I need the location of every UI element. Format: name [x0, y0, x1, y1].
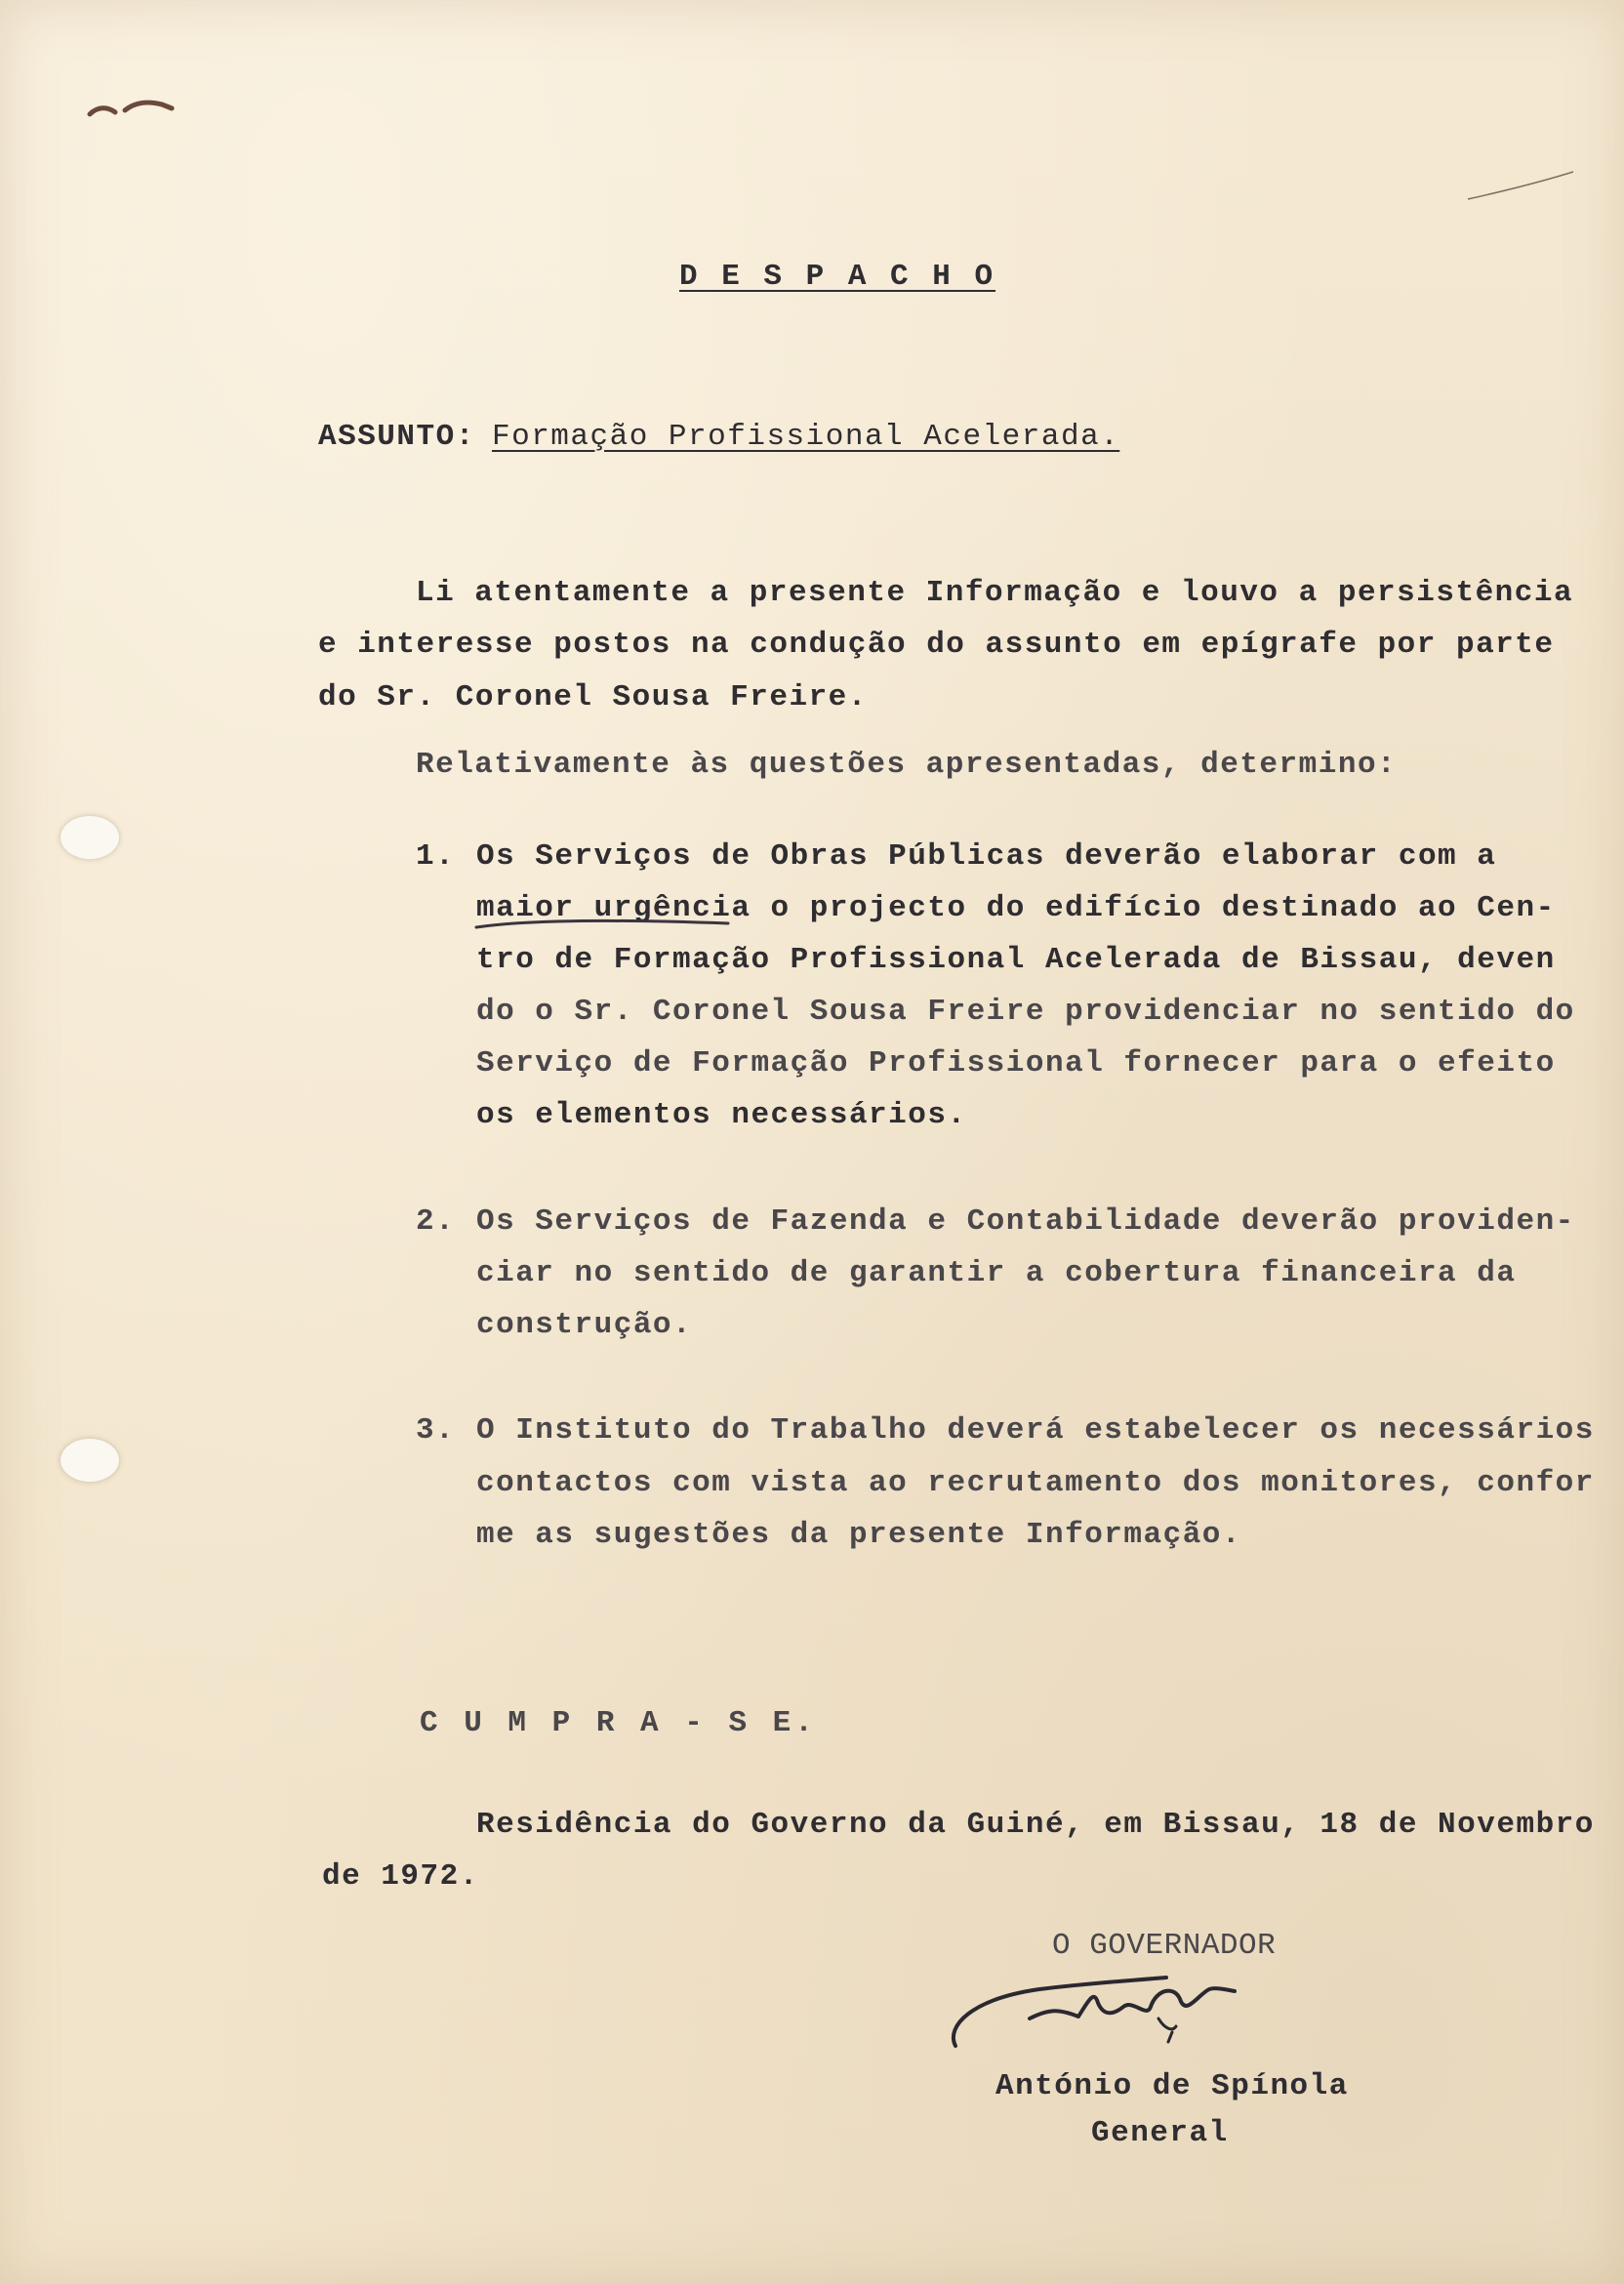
item-number: 1.	[416, 839, 456, 874]
determination-intro: Relativamente às questões apresentadas, determino:	[416, 748, 1398, 782]
item-number: 2.	[416, 1204, 456, 1239]
intro-line: Li atentamente a presente Informação e louvo a persistência	[416, 576, 1574, 610]
page-title: D E S P A C H O	[679, 260, 996, 294]
signature-role: O GOVERNADOR	[1052, 1929, 1277, 1963]
item-line: maior urgência o projecto do edifício destinado ao Cen-	[476, 891, 1556, 925]
closing-line: Residência do Governo da Guiné, em Bissau, 18 de Novembro	[476, 1808, 1595, 1842]
assunto-subject: Formação Profissional Acelerada.	[492, 420, 1120, 454]
pencil-mark	[1464, 166, 1581, 205]
handwritten-signature	[942, 1960, 1283, 2067]
item-line: Os Serviços de Fazenda e Contabilidade deverão providen-	[476, 1204, 1575, 1239]
ink-mark	[86, 93, 183, 122]
item-line: me as sugestões da presente Informação.	[476, 1518, 1242, 1552]
item-line: tro de Formação Profissional Acelerada de Bissau, deven	[476, 943, 1556, 977]
item-line: contactos com vista ao recrutamento dos monitores, confor	[476, 1466, 1595, 1500]
closing-line: de 1972.	[322, 1859, 479, 1894]
signatory-rank: General	[1091, 2116, 1229, 2150]
item-line: construção.	[476, 1308, 693, 1342]
item-line: Os Serviços de Obras Públicas deverão elaborar com a	[476, 839, 1497, 874]
item-line: Serviço de Formação Profissional fornecer para o efeito	[476, 1046, 1556, 1081]
handwritten-underline	[472, 918, 736, 933]
assunto-label: ASSUNTO:	[318, 420, 475, 454]
intro-line: do Sr. Coronel Sousa Freire.	[318, 680, 868, 714]
item-line: ciar no sentido de garantir a cobertura financeira da	[476, 1256, 1517, 1290]
punch-hole	[61, 1439, 119, 1482]
signatory-name: António de Spínola	[995, 2069, 1349, 2103]
item-number: 3.	[416, 1413, 456, 1448]
item-line: do o Sr. Coronel Sousa Freire providenciar no sentido do	[476, 995, 1575, 1029]
cumpra-se: C U M P R A - S E.	[420, 1706, 817, 1740]
item-line: os elementos necessários.	[476, 1098, 967, 1132]
punch-hole	[61, 816, 119, 859]
intro-line: e interesse postos na condução do assunto em epígrafe por parte	[318, 628, 1555, 662]
item-line: O Instituto do Trabalho deverá estabelecer os necessários	[476, 1413, 1595, 1448]
